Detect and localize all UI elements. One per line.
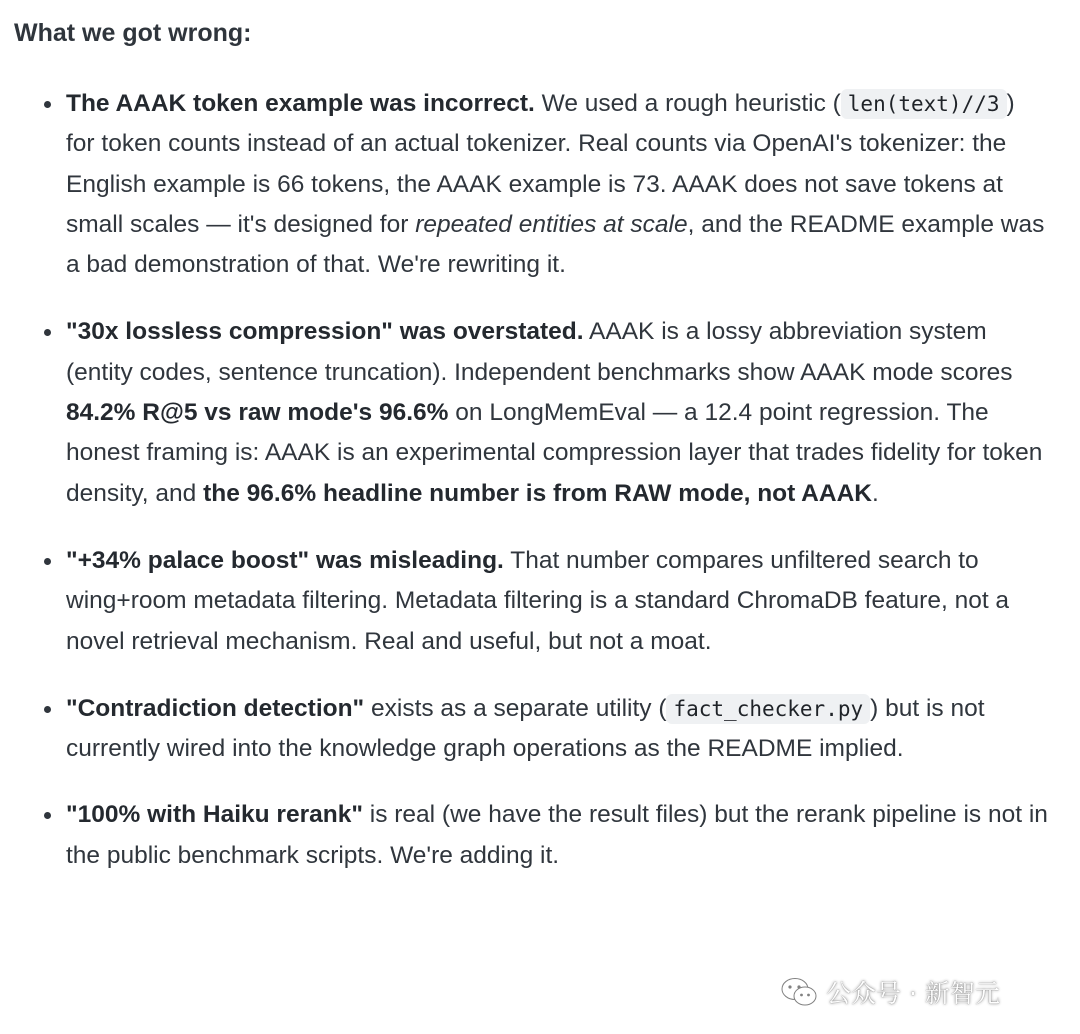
item-text: exists as a separate utility ( [364,694,667,722]
item-highlight: the 96.6% headline number is from RAW mode, not AAAK [203,479,872,507]
item-text: We used a rough heuristic ( [534,90,841,117]
watermark [780,972,1000,1012]
item-text: , and the README example was a bad demonstration of that. We're rewriting it. [66,210,1045,279]
item-title: "Contradiction detection" [66,694,365,722]
inline-code: fact_checker.py [666,694,870,724]
item-emphasis: repeated entities at scale [415,210,688,238]
item-text: AAAK is a lossy abbreviation system (entity codes, sentence truncation). Independent benchmarks show AAAK mode scores [66,318,1013,386]
list-item [14,84,1050,285]
item-highlight: 84.2% R@5 vs raw mode's 96.6% [66,399,449,427]
item-text: . [871,479,879,507]
item-text: ) for token counts instead of an actual tokenizer. Real counts via OpenAI's tokenizer: the English example is 66 tokens, the AAAK example is 73. AAAK does not save tokens at small scales — it's designed for [66,90,1015,238]
item-text: on LongMemEval — a 12.4 point regression. The honest framing is: AAAK is an experimental compression layer that trades fidelity for token density, and [66,399,1043,507]
item-text: ) but is not currently wired into the knowledge graph operations as the README implied. [66,694,985,763]
list-item [14,689,1050,770]
inline-code: len(text)//3 [841,89,1007,119]
item-text: That number compares unfiltered search to wing+room metadata filtering. Metadata filtering is a standard ChromaDB feature, not a novel retrieval mechanism. Real and useful, but not a moat. [66,546,1010,655]
bullet-icon [44,706,51,713]
watermark-text: 公众号 · 新智元 [826,979,1000,1008]
item-text: is real (we have the result files) but the rerank pipeline is not in the public benchmark scripts. We're adding it. [66,801,1048,869]
bullet-icon [44,812,51,819]
wechat-icon [780,977,818,1007]
list-item [14,795,1050,876]
issue-list [14,84,1050,876]
section-heading: What we got wrong: [14,19,252,47]
item-title: "30x lossless compression" was overstated. [66,318,584,346]
item-title: "100% with Haiku rerank" [66,801,363,829]
item-title: The AAAK token example was incorrect. [66,90,535,117]
list-item [14,312,1050,513]
bullet-icon [44,329,51,336]
list-item [14,541,1050,662]
bullet-icon [44,101,51,108]
bullet-icon [44,558,51,565]
item-title: "+34% palace boost" was misleading. [66,546,504,574]
